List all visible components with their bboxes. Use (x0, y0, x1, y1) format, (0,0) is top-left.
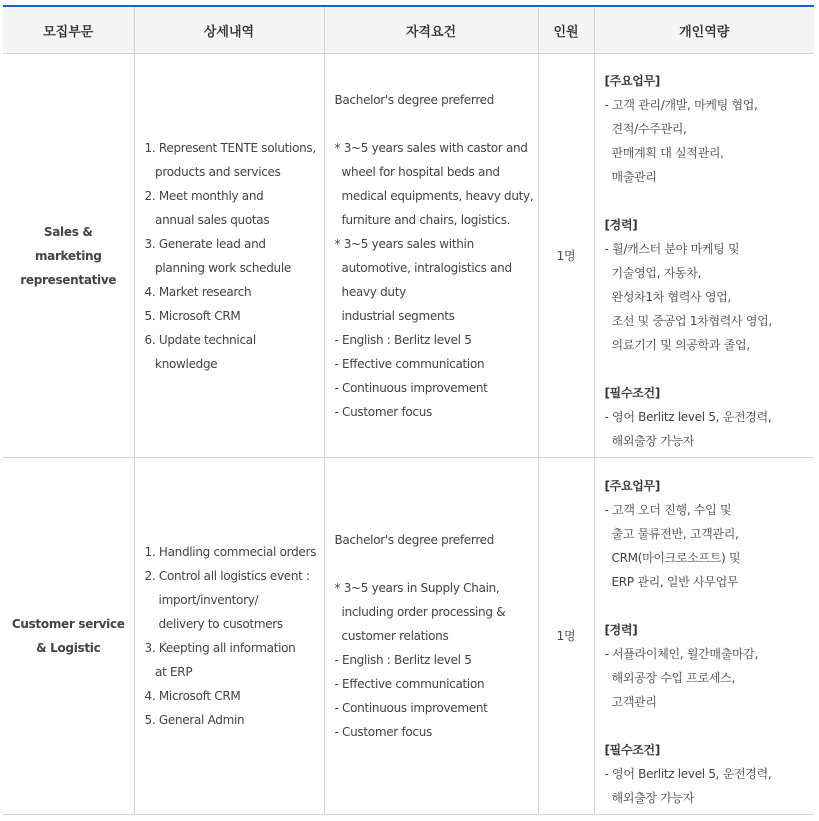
competency-line: - 영어 Berlitz level 5, 운전경력, (604, 766, 772, 781)
qualification-line: - Customer focus (334, 404, 432, 419)
qualification-line: heavy duty (334, 284, 406, 299)
competency-line: 출고 물류전반, 고객관리, (604, 526, 739, 541)
competency-line: 판매계획 대 실적관리, (604, 146, 724, 160)
qualification-line: * 3~5 years in Supply Chain, (334, 581, 500, 595)
competency-line: 조선 및 중공업 1차협력사 영업, (604, 314, 772, 328)
competency-line: 고객관리 (604, 694, 657, 709)
qualification-line: * 3~5 years sales within (334, 236, 474, 251)
blank-line (605, 357, 815, 381)
detail-line: 4. Market research (144, 284, 252, 299)
qualification-line: * 3~5 years sales with castor and (334, 140, 528, 155)
dept-line: Customer service (11, 617, 125, 631)
competency-line: - 고객 오더 진행, 수입 및 (604, 502, 732, 517)
qualification-line: - Continuous improvement (334, 701, 488, 715)
detail-line: annual sales quotas (144, 212, 270, 227)
qualification-line: automotive, intralogistics and (334, 260, 512, 275)
detail-line: planning work schedule (144, 260, 291, 275)
competency-line: - 서플라이체인, 월간매출마감, (604, 646, 759, 661)
blank-line (335, 552, 538, 576)
competency-line: 완성차1차 협력사 영업, (604, 290, 732, 304)
qualification-line: including order processing & (334, 605, 506, 619)
qualification-line: medical equipments, heavy duty, (334, 188, 534, 203)
competencies-cell (594, 54, 814, 458)
detail-line: 1. Represent TENTE solutions, (144, 140, 316, 155)
detail-line: products and services (144, 164, 281, 179)
detail-line: delivery to cusotmers (144, 617, 283, 631)
detail-line: 5. General Admin (144, 713, 245, 727)
competency-line: - 영어 Berlitz level 5, 운전경력, (604, 410, 772, 424)
qualification-line: customer relations (334, 629, 449, 643)
competencies-cell (594, 458, 814, 815)
details-cell (134, 54, 324, 458)
qualification-line: wheel for hospital beds and (334, 164, 500, 179)
qualification-line: - Effective communication (334, 677, 485, 691)
detail-line: 2. Meet monthly and (144, 188, 264, 203)
detail-line: knowledge (144, 356, 218, 371)
qualification-line: industrial segments (334, 308, 455, 323)
competency-line: 해외공장 수입 프로세스, (604, 670, 735, 685)
competency-line: ERP 관리, 일반 사무업무 (604, 574, 739, 589)
competency-section-title: [주요업무] (604, 478, 661, 493)
dept-cell (3, 54, 134, 458)
table-row (3, 54, 814, 458)
headcount-cell: 1명 (538, 54, 594, 458)
qualifications-cell (324, 54, 538, 458)
header-dept: 모집부문 (3, 6, 134, 54)
competency-section-title: [필수조건] (604, 742, 661, 757)
qualification-line: furniture and chairs, logistics. (334, 212, 511, 227)
detail-line: 4. Microsoft CRM (144, 689, 241, 703)
blank-line (335, 112, 538, 136)
header-qualifications: 자격요건 (324, 6, 538, 54)
detail-line: 5. Microsoft CRM (144, 308, 241, 323)
competency-line: - 고객 관리/개발, 마케팅 협업, (604, 98, 758, 112)
qualification-line: Bachelor's degree preferred (334, 92, 495, 107)
dept-line: marketing (34, 248, 102, 263)
qualification-line: - Continuous improvement (334, 380, 488, 395)
competency-line: 매출관리 (604, 170, 657, 184)
header-row (3, 6, 814, 54)
competency-line: 의료기기 및 의공학과 졸업, (604, 338, 750, 352)
qualification-line: - Effective communication (334, 356, 485, 371)
dept-line: Sales & (43, 224, 93, 239)
detail-line: 1. Handling commecial orders (144, 545, 317, 559)
detail-line: at ERP (144, 665, 193, 679)
blank-line (605, 189, 815, 213)
detail-line: import/inventory/ (144, 593, 259, 607)
header-details: 상세내역 (134, 6, 324, 54)
competency-section-title: [경력] (604, 622, 638, 637)
detail-line: 3. Keepting all information (144, 641, 296, 655)
dept-cell (3, 458, 134, 815)
qualification-line: - English : Berlitz level 5 (334, 653, 472, 667)
dept-line: representative (20, 272, 117, 287)
blank-line (605, 714, 815, 738)
job-posting-table (3, 5, 814, 815)
detail-line: 3. Generate lead and (144, 236, 266, 251)
competency-line: 기술영업, 자동차, (604, 266, 702, 280)
competency-line: 해외출장 가능자 (604, 790, 695, 805)
competency-line: CRM(마이크로소프트) 및 (604, 550, 741, 565)
detail-line: 6. Update technical (144, 332, 256, 347)
qualifications-cell (324, 458, 538, 815)
detail-line: 2. Control all logistics event : (144, 569, 310, 583)
qualification-line: - Customer focus (334, 725, 432, 739)
competency-line: 해외출장 가능자 (604, 434, 695, 448)
qualification-line: Bachelor's degree preferred (334, 533, 495, 547)
details-cell (134, 458, 324, 815)
competency-section-title: [경력] (604, 218, 638, 232)
competency-section-title: [주요업무] (604, 74, 661, 88)
competency-line: - 휠/캐스터 분야 마케팅 및 (604, 242, 740, 256)
qualification-line: - English : Berlitz level 5 (334, 332, 472, 347)
header-competencies: 개인역량 (594, 6, 814, 54)
headcount-cell: 1명 (538, 458, 594, 815)
blank-line (605, 594, 815, 618)
competency-line: 견적/수주관리, (604, 122, 687, 136)
table-row (3, 458, 814, 815)
competency-section-title: [필수조건] (604, 386, 661, 400)
header-count: 인원 (538, 6, 594, 54)
dept-line: & Logistic (36, 641, 101, 655)
